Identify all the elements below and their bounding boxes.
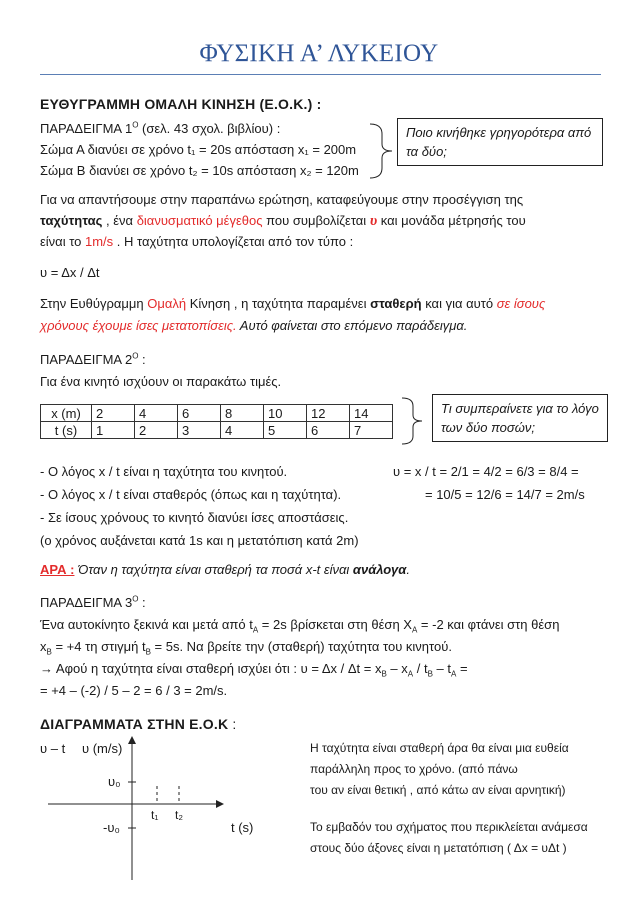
bullet-time-increase: (ο χρόνος αυξάνεται κατά 1s και η μετατόπιση κατά 2m) <box>40 533 359 548</box>
e3-l2-a: x <box>40 639 47 654</box>
paragraph1-line2 <box>40 213 526 230</box>
example3-line3 <box>40 661 468 679</box>
example1-label: ΠΑΡΑΔΕΙΓΜΑ 1 <box>40 121 133 136</box>
p1-unit-text: και μονάδα μέτρησής του <box>377 213 526 228</box>
diagrams-heading-text: ΔΙΑΓΡΑΜΜΑΤΑ ΣΤΗΝ Ε.Ο.Κ <box>40 716 229 732</box>
word-proportional: ανάλογα <box>352 562 407 577</box>
paragraph1-line3 <box>40 234 353 249</box>
example3-line2 <box>40 639 452 657</box>
p2-mid: Κίνηση , η ταχύτητα παραμένει <box>186 296 371 311</box>
table-cell: 12 <box>307 405 350 422</box>
example2-intro: Για ένα κινητό ισχύουν οι παρακάτω τιμές. <box>40 374 282 389</box>
e3-sub: A <box>411 625 418 635</box>
p1-symbolized: που συμβολίζεται <box>262 213 370 228</box>
table-cell: 4 <box>221 422 264 439</box>
velocity-time-graph <box>40 730 290 890</box>
p2-italic-tail: Αυτό φαίνεται στο επόμενο παράδειγμα. <box>236 318 468 333</box>
paragraph2-line2 <box>40 318 467 333</box>
e3-l1-a: Ένα αυτοκίνητο ξεκινά και μετά από t <box>40 617 253 632</box>
example1-title <box>40 121 280 136</box>
x-axis-label: t (s) <box>231 820 254 835</box>
e3-sub: B <box>427 669 433 679</box>
bullet-ratio-constant: - Ο λόγος x / t είναι σταθερός (όπως και η ταχύτητα). <box>40 487 342 502</box>
example1-body-b: Σώμα Β διανύει σε χρόνο t₂ = 10s απόσταση x₂ = 120m <box>40 163 359 178</box>
word-constant: σταθερή <box>370 296 422 311</box>
e3-l1-b: = 2s βρίσκεται στη θέση Χ <box>258 617 412 632</box>
conclusion-label: ΑΡΑ : <box>40 562 75 577</box>
t2-label: t₂ <box>175 808 183 822</box>
word-velocity: ταχύτητας <box>40 213 103 228</box>
row-x-label: x (m) <box>41 405 92 422</box>
t1-label: t₁ <box>151 808 159 822</box>
minus-u0-label: -υ₀ <box>103 820 120 835</box>
table-cell: 14 <box>350 405 393 422</box>
table-cell: 3 <box>178 422 221 439</box>
ratio-calc-line1: υ = x / t = 2/1 = 4/2 = 6/3 = 8/4 = <box>393 464 579 479</box>
e3-sub: B <box>145 647 151 657</box>
table-cell: 2 <box>92 405 135 422</box>
page-title: ΦΥΣΙΚΗ Α’ ΛΥΚΕΙΟΥ <box>199 40 439 67</box>
table-cell: 7 <box>350 422 393 439</box>
row-t-label: t (s) <box>41 422 92 439</box>
paragraph2-line1 <box>40 296 545 311</box>
p2-start: Στην Ευθύγραμμη <box>40 296 148 311</box>
explanation-line4: Το εμβαδόν του σχήματος που περικλείεται ανάμεσα <box>310 820 588 834</box>
word-uniform: Ομαλή <box>147 296 187 311</box>
e3-l3-d: – t <box>432 661 451 676</box>
example1-ref: (σελ. 43 σχολ. βιβλίου) : <box>138 121 281 136</box>
bullet-ratio-velocity: - Ο λόγος x / t είναι η ταχύτητα του κινητού. <box>40 464 288 479</box>
u0-label: υ₀ <box>108 774 121 789</box>
p1-formula-intro: . Η ταχύτητα υπολογίζεται από τον τύπο : <box>113 234 354 249</box>
example1-brace <box>368 122 398 180</box>
example2-colon: : <box>138 352 146 367</box>
explanation-line3: του αν είναι θετική , από κάτω αν είναι αρνητική) <box>310 783 566 797</box>
table-cell: 5 <box>264 422 307 439</box>
p2-red-italic-b: χρόνους έχουμε ίσες μετατοπίσεις. <box>40 318 237 333</box>
example2-sup: Ο <box>132 351 139 361</box>
example3-line1 <box>40 617 560 635</box>
title-underline <box>40 74 601 75</box>
e3-l3-c: / t <box>413 661 428 676</box>
values-table <box>40 404 393 439</box>
conclusion-text: Όταν η ταχύτητα είναι σταθερή τα ποσά x-t είναι <box>74 562 353 577</box>
e3-l2-b: = +4 τη στιγμή t <box>51 639 146 654</box>
e3-sub: B <box>381 669 387 679</box>
table-cell: 4 <box>135 405 178 422</box>
example1-question-box: Ποιο κινήθηκε γρηγορότερα από τα δύο; <box>397 118 603 166</box>
diagrams-heading-colon: : <box>228 716 237 732</box>
table-cell: 6 <box>178 405 221 422</box>
unit-mps: 1m/s <box>85 234 114 249</box>
explanation-line2: παράλληλη προς το χρόνο. (από πάνω <box>310 762 518 776</box>
example2-title <box>40 352 146 367</box>
table-cell: 10 <box>264 405 307 422</box>
conclusion-line <box>40 562 410 577</box>
example3-sup: Ο <box>132 594 139 604</box>
table-cell: 8 <box>221 405 264 422</box>
example1-body-a: Σώμα Α διανύει σε χρόνο t₁ = 20s απόσταση x₁ = 200m <box>40 142 357 157</box>
graph-title: υ – t <box>40 741 66 756</box>
e3-l2-c: = 5s. Να βρείτε την (σταθερή) ταχύτητα του κινητού. <box>150 639 452 654</box>
e3-l1-c: = -2 και φτάνει στη θέση <box>417 617 560 632</box>
ratio-calc-line2: = 10/5 = 12/6 = 14/7 = 2m/s <box>425 487 585 502</box>
section-heading-eok: ΕΥΘΥΓΡΑΜΜΗ ΟΜΑΛΗ ΚΙΝΗΣΗ (Ε.Ο.Κ.) : <box>40 96 322 112</box>
example3-label: ΠΑΡΑΔΕΙΓΜΑ 3 <box>40 595 133 610</box>
example2-question-box: Τι συμπεραίνετε για το λόγο των δύο ποσών; <box>432 394 608 442</box>
e3-sub: B <box>46 647 52 657</box>
e3-l3-e: = <box>456 661 468 676</box>
table-row <box>41 422 393 439</box>
velocity-symbol: υ <box>369 213 378 229</box>
explanation-line5: στους δύο άξονες είναι η μετατόπιση ( Δx = υΔt ) <box>310 841 567 855</box>
example2-label: ΠΑΡΑΔΕΙΓΜΑ 2 <box>40 352 133 367</box>
table-cell: 1 <box>92 422 135 439</box>
example3-colon: : <box>138 595 146 610</box>
p2-end: και για αυτό <box>421 296 497 311</box>
example3-title <box>40 595 146 610</box>
e3-l3-a: → Αφού η ταχύτητα είναι σταθερή ισχύει ότι : υ = Δx / Δt = x <box>40 661 382 676</box>
x-axis-arrow <box>216 800 224 808</box>
velocity-formula: υ = Δx / Δt <box>40 265 100 280</box>
table-cell: 6 <box>307 422 350 439</box>
p2-red-italic-a: σε ίσους <box>496 296 546 311</box>
paragraph1-line1: Για να απαντήσουμε στην παραπάνω ερώτηση, καταφεύγουμε στην προσέγγιση της <box>40 192 524 207</box>
example1-sup: Ο <box>132 120 139 130</box>
y-axis-label: υ (m/s) <box>82 741 123 756</box>
e3-l3-b: – x <box>386 661 408 676</box>
conclusion-dot: . <box>406 562 410 577</box>
table-row <box>41 405 393 422</box>
e3-sub: A <box>451 669 457 679</box>
table-cell: 2 <box>135 422 178 439</box>
p1-is: είναι το <box>40 234 85 249</box>
bullet-equal-distances: - Σε ίσους χρόνους το κινητό διανύει ίσες αποστάσεις. <box>40 510 349 525</box>
e3-sub: A <box>252 625 259 635</box>
explanation-line1: Η ταχύτητα είναι σταθερή άρα θα είναι μια ευθεία <box>310 741 569 755</box>
example2-brace <box>400 396 428 446</box>
example3-line4: = +4 – (-2) / 5 – 2 = 6 / 3 = 2m/s. <box>40 683 228 698</box>
y-axis-arrow <box>128 736 136 744</box>
vector-quantity: διανυσματικό μέγεθος <box>136 213 263 228</box>
e3-sub: A <box>407 669 414 679</box>
p1-mid: , ένα <box>102 213 137 228</box>
